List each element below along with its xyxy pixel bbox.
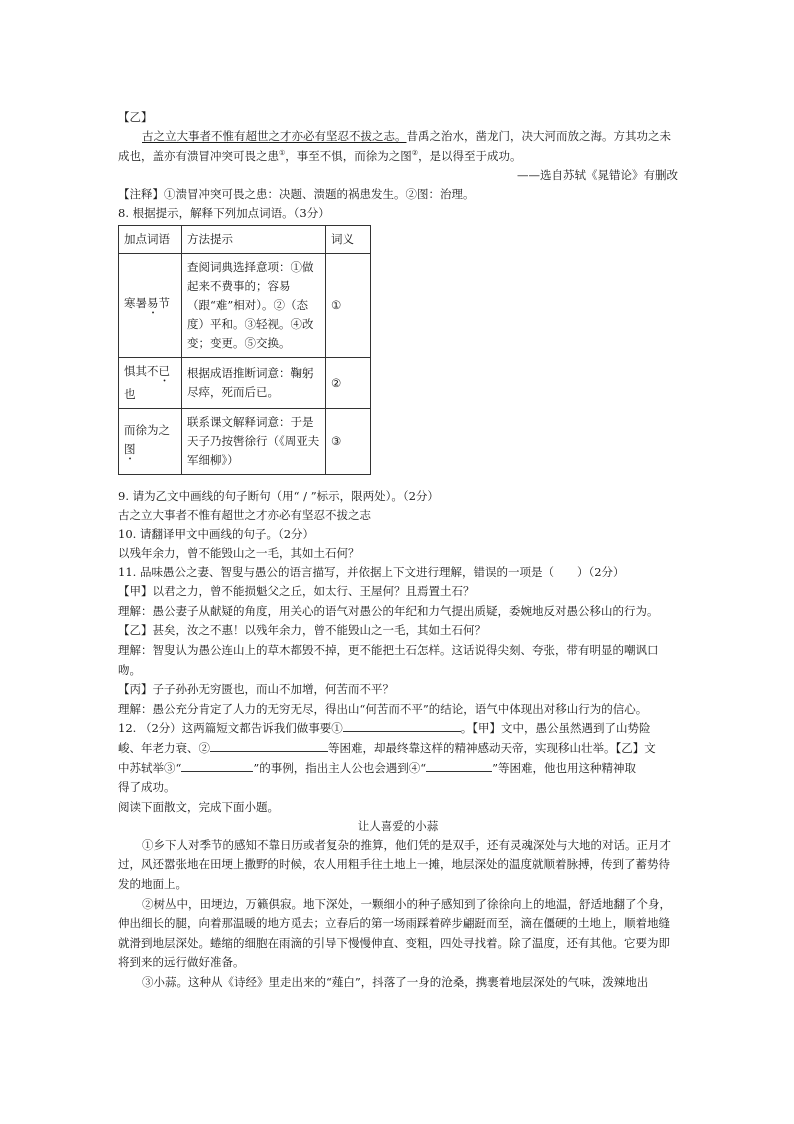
q8-answer-blank[interactable]: ③	[326, 409, 371, 475]
q10-sentence: 以残年余力，曾不能毁山之一毛，其如土石何？	[118, 546, 360, 561]
q11-item-b-analysis: 理解：智叟认为愚公连山上的草木都毁不掉，更不能把土石怎样。这话说得尖刻、夸张，带有明显的嘲讽口吻。	[118, 642, 659, 677]
q8-answer-blank[interactable]: ②	[326, 358, 371, 409]
page-content	[118, 108, 678, 992]
q12-question: 12. （2分）这两篇短文都告诉我们做事要① 。【甲】文中，愚公虽然遇到了山势险 峻、年老力衰、② 等困难，却最终靠这样的精神感动天帝，实现移山壮举。【乙】文 中苏轼举③“ ”的事例，指出主人公也会遇到④“ ”等困难，他也用这种精神取 得了成功。	[118, 721, 656, 795]
q8-word: 寒暑易节	[119, 254, 182, 358]
q8-header-word: 加点词语	[119, 226, 182, 254]
table-row	[119, 358, 371, 409]
note-marker-2: ②	[411, 148, 419, 157]
q12-blank-1[interactable]	[343, 719, 461, 732]
q11-item-c-analysis: 理解：愚公充分肯定了人力的无穷无尽，得出山“何苦而不平”的结论，语气中体现出对移山行为的信心。	[118, 701, 648, 716]
yi-source: ——选自苏轼《晁错论》有删改	[517, 168, 678, 183]
essay-paragraph-2: ②树丛中，田埂边，万籁俱寂。地下深处，一颗细小的种子感知到了徐徐向上的地温，舒适地翻了个身，伸出细长的腿，向着那温暖的地方觅去；立春后的第一场雨踩着碎步翩跹而至，滴在僵硬的土地上，顺着地缝就滑到地层深处。蜷缩的细胞在雨滴的引导下慢慢伸直、变粗，四处寻找着。除了温度，还有其他。它要为即将到来的远行做好准备。	[118, 896, 671, 970]
q8-word: 而徐为之图	[119, 409, 182, 475]
q8-title: 8. 根据提示，解释下列加点词语。（3分）	[118, 206, 330, 221]
q10-title: 10. 请翻译甲文中画线的句子。（2分）	[118, 527, 315, 542]
q8-hint: 联系课文解释词意：于是天子乃按辔徐行（《周亚夫军细柳》）	[182, 409, 326, 475]
q8-hint: 查阅词典选择意项：①做起来不费事的；容易（跟“难”相对）。②（态度）平和。③轻视。④改变；变更。⑤交换。	[182, 254, 326, 358]
table-row	[119, 254, 371, 358]
q9-title: 9. 请为乙文中画线的句子断句（用“ / ”标示，限两处）。（2分）	[118, 489, 439, 504]
q8-hint: 根据成语推断词意：鞠躬尽瘁，死而后已。	[182, 358, 326, 409]
yi-label: 【乙】	[118, 110, 153, 124]
q12-blank-2[interactable]	[210, 739, 328, 752]
q11-item-a-analysis: 理解：愚公妻子从献疑的角度，用关心的语气对愚公的年纪和力气提出质疑，委婉地反对愚公移山的行为。	[118, 603, 659, 618]
q11-item-c-quote: 【丙】子子孙孙无穷匮也，而山不加增，何苦而不平？	[118, 682, 394, 697]
q8-header-hint: 方法提示	[182, 226, 326, 254]
q8-header-meaning: 词义	[326, 226, 371, 254]
q12-blank-3[interactable]	[181, 759, 253, 772]
essay-title: 让人喜爱的小蒜	[357, 818, 439, 833]
yi-underlined-sentence: 古之立大事者不惟有超世之才亦必有坚忍不拔之志。	[142, 129, 407, 143]
note-marker-1: ①	[279, 148, 286, 157]
q11-item-b-quote: 【乙】甚矣，汝之不惠！以残年余力，曾不能毁山之一毛，其如土石何？	[118, 623, 486, 638]
q11-title: 11. 品味愚公之妻、智叟与愚公的语言描写，并依据上下文进行理解，错误的一项是（ ）（2分）	[118, 565, 625, 580]
table-row	[119, 409, 371, 475]
reading-intro: 阅读下面散文，完成下面小题。	[118, 799, 279, 814]
yi-notes: 【注释】①溃冒冲突可畏之患：决题、溃题的祸患发生。②图：治理。	[118, 187, 475, 202]
q9-sentence[interactable]: 古之立大事者不惟有超世之才亦必有坚忍不拔之志	[118, 508, 371, 523]
q8-answer-blank[interactable]: ①	[326, 254, 371, 358]
yi-passage: 古之立大事者不惟有超世之才亦必有坚忍不拔之志。昔禹之治水，凿龙门，决大河而放之海。方其功之未成也，盖亦有溃冒冲突可畏之患①，事至不惧，而徐为之图②，是以得至于成功。	[118, 129, 671, 163]
q8-table	[118, 225, 371, 475]
essay-paragraph-1: ①乡下人对季节的感知不靠日历或者复杂的推算，他们凭的是双手，还有灵魂深处与大地的对话。正月才过，风还嚣张地在田埂上撒野的时候，农人用粗手往土地上一摊，地层深处的温度就顺着脉搏，传到了蓄势待发的地面上。	[118, 837, 671, 891]
q8-word: 惧其不已也	[119, 358, 182, 409]
essay-paragraph-3: ③小蒜。这种从《诗经》里走出来的“薤白”，抖落了一身的沧桑，携裹着地层深处的气味，泼辣地出	[142, 974, 649, 989]
q12-blank-4[interactable]	[426, 759, 492, 772]
q8-table-header	[119, 226, 371, 254]
q11-item-a-quote: 【甲】以君之力，曾不能损魁父之丘，如太行、王屋何？且焉置土石？	[118, 584, 475, 599]
